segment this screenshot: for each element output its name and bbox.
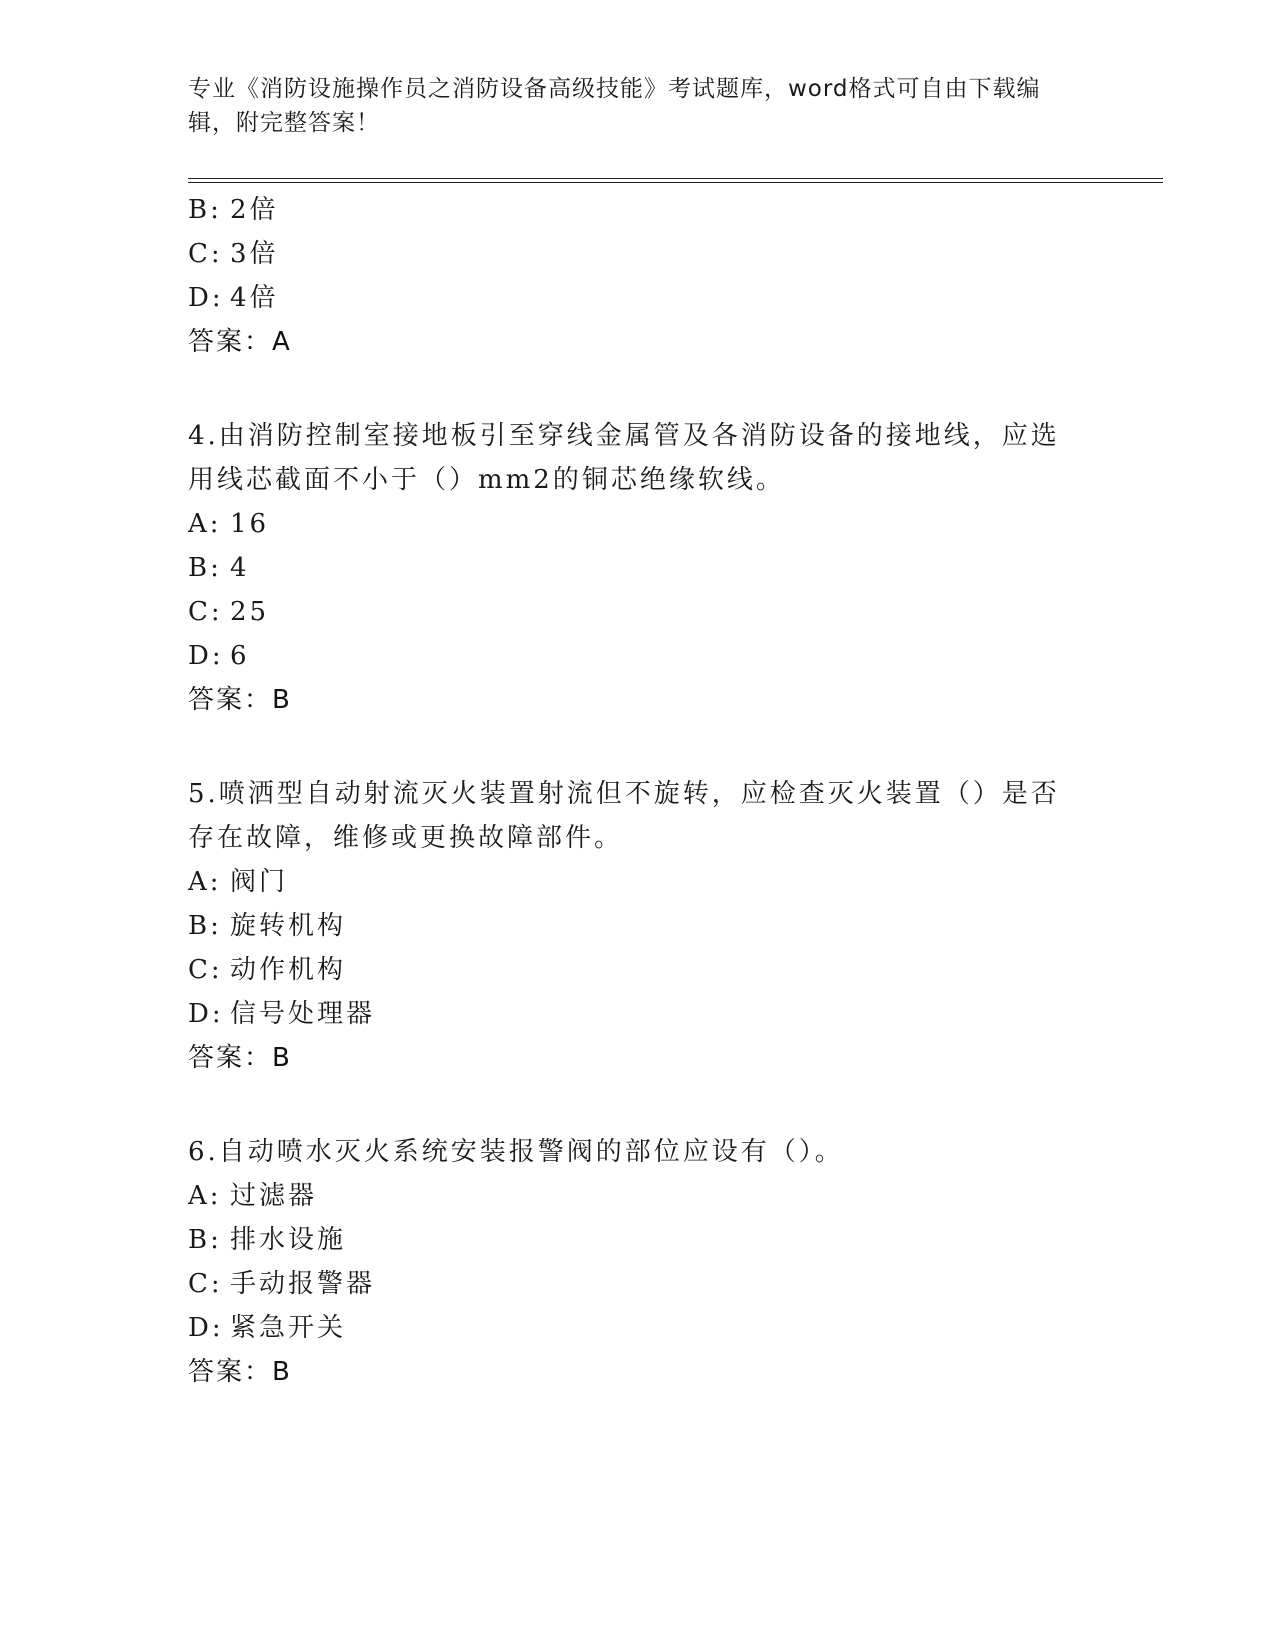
option-letter: C: [188, 597, 223, 627]
option-letter: B: [188, 911, 222, 941]
option-text: 6 [230, 641, 250, 671]
option-line [188, 997, 375, 1031]
option-text: 旋转机构 [230, 911, 347, 941]
document-header: 专业《消防设施操作员之消防设备高级技能》考试题库，word格式可自由下载编辑，附完整答案！ [188, 76, 1041, 136]
option-letter: A: [188, 1181, 222, 1211]
answer-line: 答案：B [188, 685, 292, 715]
option-letter: B: [188, 195, 222, 225]
option-line [188, 281, 279, 315]
option-line [188, 953, 346, 987]
option-letter: D: [188, 641, 224, 671]
option-text: 4 [230, 553, 250, 583]
option-line [188, 1179, 317, 1213]
option-letter: C: [188, 239, 223, 269]
question-stem: 存在故障，维修或更换故障部件。 [188, 823, 624, 853]
option-letter: D: [188, 1313, 224, 1343]
option-text: 阀门 [230, 867, 289, 897]
question-stem: 4.由消防控制室接地板引至穿线金属管及各消防设备的接地线，应选 [188, 421, 1060, 451]
answer-line: 答案：B [188, 1043, 292, 1073]
answer-line: 答案：B [188, 1357, 292, 1387]
option-text: 3倍 [230, 239, 279, 269]
question-stem: 6.自动喷水灭火系统安装报警阀的部位应设有（）。 [188, 1137, 844, 1167]
option-text: 25 [230, 597, 270, 627]
option-text: 4倍 [230, 283, 279, 313]
answer-line: 答案：A [188, 327, 292, 357]
option-text: 过滤器 [230, 1181, 318, 1211]
option-line [188, 507, 269, 541]
option-letter: A: [188, 867, 222, 897]
header-rule-top [188, 178, 1163, 179]
option-text: 16 [230, 509, 270, 539]
option-line [188, 1311, 346, 1345]
question-stem: 用线芯截面不小于（）mm2的铜芯绝缘软线。 [188, 465, 785, 495]
header-rule-bottom [188, 182, 1163, 183]
option-letter: B: [188, 553, 222, 583]
option-text: 排水设施 [230, 1225, 347, 1255]
option-letter: C: [188, 955, 223, 985]
option-text: 2倍 [230, 195, 279, 225]
option-line [188, 193, 279, 227]
option-letter: D: [188, 999, 224, 1029]
option-line [188, 1223, 346, 1257]
option-letter: D: [188, 283, 224, 313]
option-line [188, 237, 279, 271]
question-stem: 5.喷洒型自动射流灭火装置射流但不旋转，应检查灭火装置（）是否 [188, 779, 1060, 809]
option-text: 信号处理器 [230, 999, 376, 1029]
option-letter: B: [188, 1225, 222, 1255]
option-line [188, 1267, 375, 1301]
option-text: 手动报警器 [230, 1269, 376, 1299]
option-letter: A: [188, 509, 222, 539]
option-line [188, 551, 250, 585]
option-line [188, 595, 269, 629]
option-text: 紧急开关 [230, 1313, 347, 1343]
option-letter: C: [188, 1269, 223, 1299]
option-line [188, 865, 288, 899]
option-text: 动作机构 [230, 955, 347, 985]
option-line [188, 909, 346, 943]
option-line [188, 639, 250, 673]
